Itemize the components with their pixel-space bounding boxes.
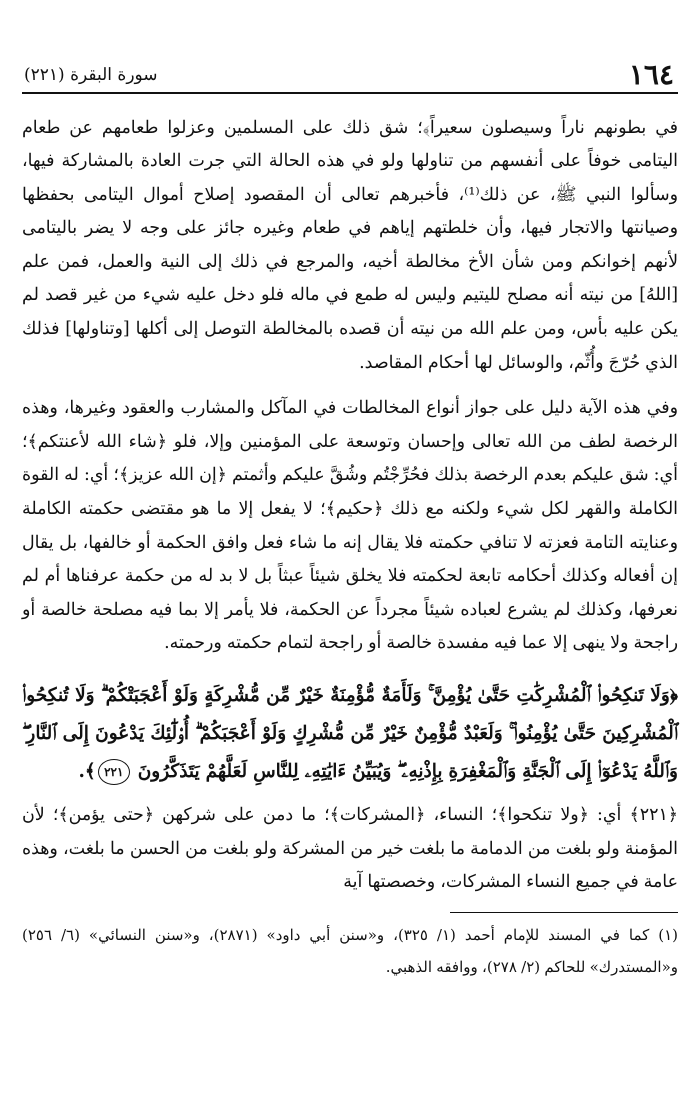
paragraph-verse-221: ﴿٢٢١﴾ أي: ﴿ولا تنكحوا﴾؛ النساء، ﴿المشركات﴾؛ ما دمن على شركهن ﴿حتى يؤمن﴾؛ لأن المؤمنة ولو بلغت من الدمامة ما بلغت خير من المشركة ولو بلغت من الحسن ما بلغت، وهذه عامة في جميع النساء المشركات، وخصصتها آية <box>22 805 678 893</box>
quran-verse <box>22 677 678 791</box>
running-header <box>22 56 678 90</box>
verse-text: ﴿وَلَا تَنكِحُوا۟ ٱلْمُشْرِكَٰتِ حَتَّىٰ يُؤْمِنَّ ۚ وَلَأَمَةٌ مُّؤْمِنَةٌ خَيْرٌ مِّن مُّشْرِكَةٍ وَلَوْ أَعْجَبَتْكُمْ ۗ وَلَا تُنكِحُوا۟ ٱلْمُشْرِكِينَ حَتَّىٰ يُؤْمِنُوا۟ ۚ وَلَعَبْدٌ مُّؤْمِنٌ خَيْرٌ مِّن مُّشْرِكٍ وَلَوْ أَعْجَبَكُمْ ۗ أُو۟لَٰٓئِكَ يَدْعُونَ إِلَى ٱلنَّارِ ۖ وَٱللَّهُ يَدْعُوٓا۟ إِلَى ٱلْجَنَّةِ وَٱلْمَغْفِرَةِ بِإِذْنِهِۦ ۖ وَيُبَيِّنُ ءَايَٰتِهِۦ لِلنَّاسِ لَعَلَّهُمْ يَتَذَكَّرُونَ <box>22 685 678 782</box>
verse-number: ٢٢١ <box>104 765 124 779</box>
page-number: ١٦٤ <box>628 58 674 91</box>
header-divider <box>22 92 678 94</box>
footnote-divider <box>450 912 678 914</box>
page <box>22 56 678 1105</box>
footnote-1: (١) كما في المسند للإمام أحمد (١/ ٣٢٥)، و«سنن أبي داود» (٢٨٧١)، و«سنن النسائي» (٦/ ٢٥٦) و«المستدرك» للحاكم (٢/ ٢٧٨)، ووافقه الذهبي. <box>22 926 678 977</box>
paragraph-2: وفي هذه الآية دليل على جواز أنواع المخالطات في المآكل والمشارب والعقود وغيرها، وهذه الرخصة لطف من الله تعالى وإحسان وتوسعة على المؤمنين وإلا، فلو ﴿شاء الله لأعنتكم﴾؛ أي: شق عليكم بعدم الرخصة بذلك فحُرِّجْتُم وشُقَّ عليكم وأثمتم ﴿إن الله عزيز﴾؛ أي: له القوة الكاملة والقهر لكل شيء ولكنه مع ذلك ﴿حكيم﴾؛ لا يفعل إلا ما هو مقتضى حكمته الكاملة وعنايته التامة فعزته لا تنافي حكمته فلا يقال إنه ما شاء فعل وافق الحكمة أو خالفها، بل يقال إن أفعاله وكذلك أحكامه تابعة لحكمته فلا يخلق شيئاً عبثاً بل لا بد له من حكمة عرفناها أم لم نعرفها، وكذلك لم يشرع لعباده شيئاً مجرداً عن الحكمة، فلا يأمر إلا بما فيه مصلحة خالصة أو راجحة ولا ينهى إلا عما فيه مفسدة خالصة أو راجحة لتمام حكمته ورحمته. <box>22 398 678 654</box>
surah-title: سورة البقرة (٢٢١) <box>24 65 158 85</box>
paragraph-1: في بطونهم ناراً وسيصلون سعيراً﴾؛ شق ذلك على المسلمين وعزلوا طعامهم عن طعام اليتامى خوفاً على أنفسهم من تناولها ولو في هذه الحالة التي جرت العادة بالمشاركة فيها، وسألوا النبي ﷺ، عن ذلك⁽¹⁾، فأخبرهم تعالى أن المقصود إصلاح أموال اليتامى بحفظها وصيانتها والاتجار فيها، وأن خلطتهم إياهم في طعام وغيره جائز على وجه لا يضر باليتامى لأنهم إخوانكم ومن شأن الأخ مخالطة أخيه، والمرجع في ذلك إلى النية والعمل، فمن علم [اللهُ] من نيته أنه مصلح لليتيم وليس له طمع في ماله فلو دخل عليه شيء من غير قصد لم يكن عليه بأس، ومن علم الله من نيته أن قصده بالمخالطة التوصل إلى أكلها [وتناولها] فذلك الذي حُرّجَ وأُثّم، والوسائل لها أحكام المقاصد. <box>22 117 678 373</box>
verse-closing: ﴾. <box>78 761 96 782</box>
verse-number-marker <box>98 759 130 785</box>
page-body <box>22 112 678 984</box>
